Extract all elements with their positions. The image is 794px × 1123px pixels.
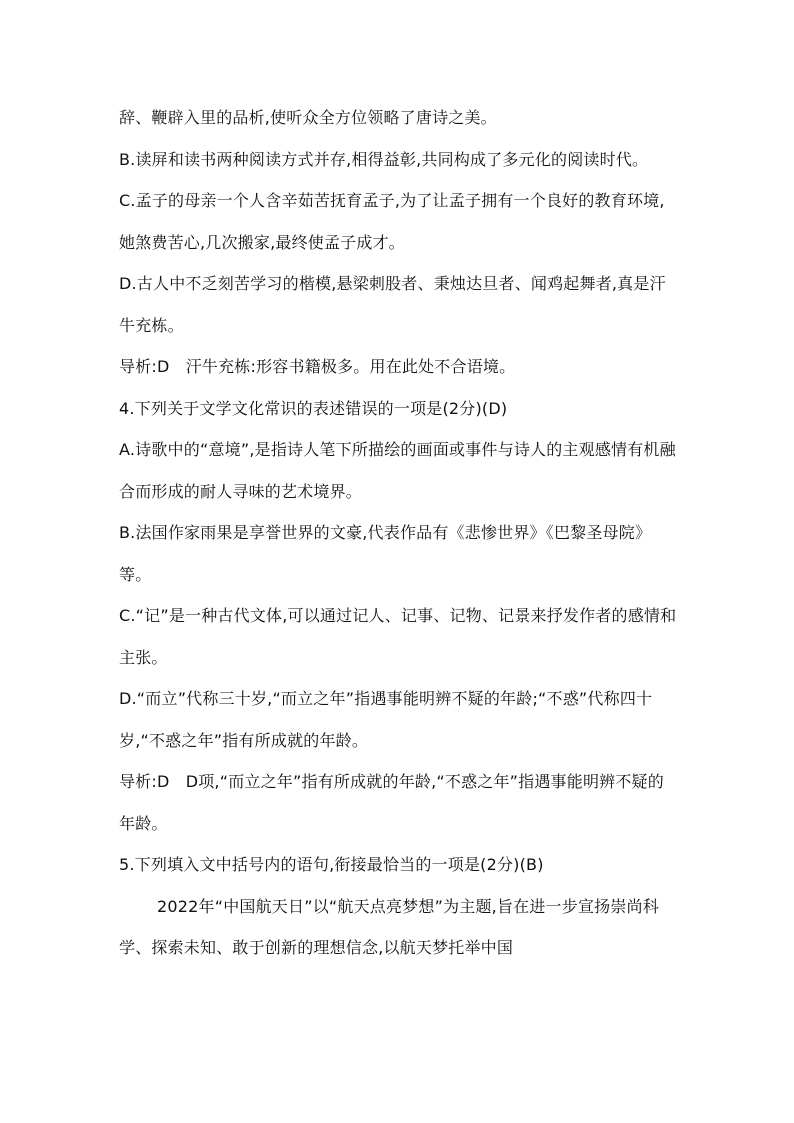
option-d-q3: D.古人中不乏刻苦学习的楷模,悬梁刺股者、秉烛达旦者、闻鸡起舞者,真是汗牛充栋。 [119,274,666,335]
option-a-q4: A.诗歌中的“意境”,是指诗人笔下所描绘的画面或事件与诗人的主观感情有机融合而形成的耐人寻味的艺术境界。 [119,440,676,501]
question-5: 5.下列填入文中括号内的语句,衔接最恰当的一项是(2分)(B) [119,855,544,874]
option-d-q4: D.“而立”代称三十岁,“而立之年”指遇事能明辨不疑的年龄;“不惑”代称四十岁,“不惑之年”指有所成就的年龄。 [119,689,653,750]
question-4: 4.下列关于文学文化常识的表述错误的一项是(2分)(D) [119,398,508,418]
option-b-q3: B.读屏和读书两种阅读方式并存,相得益彰,共同构成了多元化的阅读时代。 [119,149,649,169]
analysis-q3: 导析:D 汗牛充栋:形容书籍极多。用在此处不合语境。 [119,357,516,376]
passage-q5: 2022年“中国航天日”以“航天点亮梦想”为主题,旨在进一步宣扬崇尚科学、探索未知、敢于创新的理想信念,以航天梦托举中国 [119,896,659,957]
paragraph-analysis-continuation: 辞、鞭辟入里的品析,使听众全方位领略了唐诗之美。 [119,108,497,127]
document-body [119,97,679,969]
option-b-q4: B.法国作家雨果是享誉世界的文豪,代表作品有《悲惨世界》《巴黎圣母院》等。 [119,523,652,584]
analysis-q4: 导析:D D项,“而立之年”指有所成就的年龄,“不惑之年”指遇事能明辨不疑的年龄。 [119,772,664,833]
option-c-q4: C.“记”是一种古代文体,可以通过记人、记事、记物、记景来抒发作者的感情和主张。 [119,606,677,667]
option-c-q3: C.孟子的母亲一个人含辛茹苦抚育孟子,为了让孟子拥有一个良好的教育环境,她煞费苦心,几次搬家,最终使孟子成才。 [119,191,665,252]
